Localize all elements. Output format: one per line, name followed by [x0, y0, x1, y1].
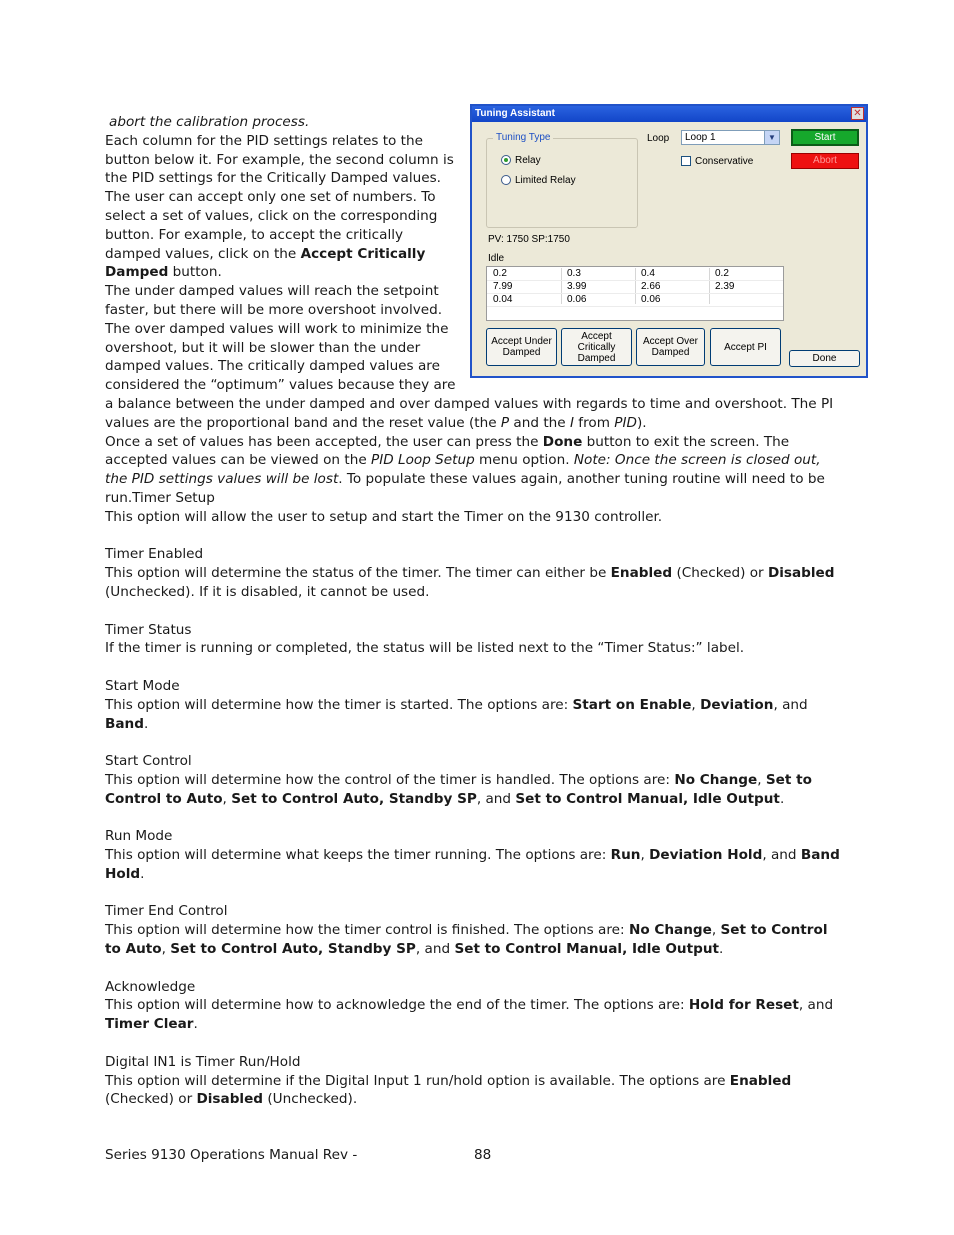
page-number: 88 — [474, 1147, 492, 1163]
text: , and — [415, 941, 455, 958]
bold-text: Set to Control to Auto — [105, 771, 812, 807]
heading-run-mode: Run Mode — [105, 828, 173, 845]
bold-text: Enabled — [610, 565, 673, 582]
text: Each column for the PID settings relates to the button below it. For example, the second column is the PID settings for the Critically Damped values. The user can accept only one set of numbers. To select a set of values, click on the corresponding button. For example, to accept the critically damped values, click on the — [105, 132, 454, 262]
paragraph-start-mode — [105, 696, 845, 734]
chevron-down-icon[interactable]: ▼ — [764, 131, 779, 144]
done-button[interactable]: Done — [789, 350, 860, 367]
bold-text: Set to Control Manual, Idle Output — [454, 941, 719, 958]
paragraph-run-mode — [105, 846, 845, 884]
start-button[interactable]: Start — [791, 129, 859, 146]
text: , — [757, 771, 766, 788]
dialog-titlebar: Tuning Assistant — [472, 106, 866, 122]
paragraph-start-control — [105, 771, 845, 809]
text: (Checked) or — [672, 565, 768, 582]
footer-manual-title: Series 9130 Operations Manual Rev - — [105, 1147, 358, 1163]
bold-text: Start on Enable — [572, 696, 692, 713]
text: , — [640, 847, 650, 864]
radio-limited-relay[interactable] — [501, 175, 576, 187]
heading-timer-enabled: Timer Enabled — [105, 546, 204, 563]
tuning-type-group — [486, 132, 638, 228]
text: . — [140, 865, 145, 882]
italic-text: Note: Once the screen is closed out, the PID settings values will be lost — [105, 452, 821, 488]
heading-timer-end-control: Timer End Control — [105, 903, 228, 920]
bold-text: Done — [542, 433, 583, 450]
conservative-label: Conservative — [695, 156, 754, 167]
text: (Checked) or — [105, 1091, 197, 1108]
text: . — [779, 790, 785, 807]
intro-line: abort the calibration process. — [109, 114, 310, 130]
text: ). — [636, 414, 647, 431]
bold-text: Hold for Reset — [688, 997, 799, 1014]
loop-select[interactable] — [681, 130, 780, 145]
value-cell: 0.06 — [561, 294, 635, 307]
text: button. — [168, 264, 222, 281]
paragraph-timer-end-control — [105, 921, 845, 959]
bold-text: Set to Control to Auto — [105, 922, 828, 958]
radio-unselected-icon — [501, 175, 511, 185]
value-cell: 2.39 — [709, 281, 783, 294]
italic-text: P — [500, 414, 510, 431]
pid-values-grid — [486, 266, 784, 321]
accept-over-damped-button[interactable]: Accept Over Damped — [636, 328, 705, 366]
close-button[interactable]: ✕ — [851, 107, 864, 120]
heading-start-control: Start Control — [105, 753, 192, 770]
paragraph-accepted — [105, 433, 845, 508]
value-cell: 0.2 — [487, 268, 561, 281]
document-body — [105, 108, 862, 1109]
bold-text: Band Hold — [105, 847, 840, 882]
bold-text: No Change — [628, 922, 712, 939]
bold-text: Timer Clear — [105, 1016, 194, 1033]
text: , and — [476, 790, 516, 807]
value-cell — [709, 294, 783, 307]
conservative-checkbox[interactable] — [681, 156, 753, 168]
bold-text: Accept Critically Damped — [105, 245, 426, 281]
italic-text: I — [569, 414, 574, 431]
text: Once a set of values has been accepted, the user can press the — [105, 433, 543, 450]
text: This option will determine how the control of the timer is handled. The options are: — [105, 771, 675, 788]
text: , — [711, 922, 721, 939]
radio-limited-label: Limited Relay — [515, 175, 576, 186]
text: This option will determine what keeps the timer running. The options are: — [105, 847, 611, 864]
paragraph-acknowledge — [105, 996, 845, 1034]
text: , — [161, 941, 171, 958]
heading-digital-in1: Digital IN1 is Timer Run/Hold — [105, 1053, 301, 1070]
bold-text: Enabled — [729, 1072, 792, 1089]
value-cell: 0.06 — [635, 294, 709, 307]
bold-text: Set to Control Manual, Idle Output — [515, 790, 780, 807]
text: This option will determine how to acknowledge the end of the timer. The options are: — [105, 997, 689, 1014]
tuning-type-label: Tuning Type — [493, 132, 553, 144]
bold-text: Disabled — [196, 1091, 264, 1108]
heading-acknowledge: Acknowledge — [105, 978, 196, 995]
text: . — [143, 715, 149, 732]
paragraph-timer-status: If the timer is running or completed, the status will be listed next to the “Timer Status:” label. — [105, 640, 745, 657]
accept-pi-button[interactable]: Accept PI — [710, 328, 781, 366]
text: This option will determine how the timer is started. The options are: — [105, 696, 573, 713]
values-column-pi — [709, 268, 783, 304]
text: , — [691, 696, 701, 713]
text: This option will determine if the Digital Input 1 run/hold option is available. The options are — [105, 1072, 730, 1089]
paragraph-digital-in1 — [105, 1072, 845, 1110]
radio-selected-icon — [501, 155, 511, 165]
value-cell: 0.04 — [487, 294, 561, 307]
dialog-container — [470, 104, 870, 372]
values-column-under — [487, 268, 562, 304]
text: The under damped values will reach the setpoint faster, but there will be more overshoot involved. The over damped values will work to minimize the overshoot, but it will be slower than the under damped values. The critically damped values are considered the “optimum” values because they are a balance between the under damped and over damped values with regards to time and overshoot. The PI values are the proportional band and the reset value (the — [105, 283, 834, 431]
paragraph-timer-intro: This option will allow the user to setup and start the Timer on the 9130 controller. — [105, 508, 663, 525]
text: , and — [762, 847, 801, 864]
bold-text: Deviation — [700, 696, 774, 713]
bold-text: Set to Control Auto, Standby SP — [231, 790, 477, 807]
pv-sp-readout: PV: 1750 SP:1750 — [488, 234, 570, 245]
accept-under-damped-button[interactable]: Accept Under Damped — [486, 328, 557, 366]
value-cell: 0.4 — [635, 268, 709, 281]
radio-relay[interactable] — [501, 155, 541, 167]
accept-critically-damped-button[interactable]: Accept Critically Damped — [561, 328, 632, 366]
value-cell: 7.99 — [487, 281, 561, 294]
bold-text: Run — [610, 847, 641, 864]
text: , — [222, 790, 232, 807]
value-cell: 0.2 — [709, 268, 783, 281]
heading-start-mode: Start Mode — [105, 677, 180, 694]
tuning-assistant-dialog — [470, 104, 868, 378]
bold-text: No Change — [674, 771, 758, 788]
bold-text: Band — [105, 715, 144, 732]
bold-text: Deviation Hold — [649, 847, 763, 864]
text: . — [719, 941, 724, 958]
text: from — [573, 414, 615, 431]
text: , and — [773, 696, 808, 713]
text: (Unchecked). If it is disabled, it cannot be used. — [105, 583, 430, 600]
loop-select-value: Loop 1 — [685, 132, 716, 143]
values-column-critical — [561, 268, 636, 304]
status-text: Idle — [488, 253, 505, 264]
italic-text: PID Loop Setup — [371, 452, 475, 469]
text: menu option. — [474, 452, 574, 469]
radio-relay-label: Relay — [515, 155, 541, 166]
text: . — [193, 1016, 198, 1033]
text: . To populate these values again, another tuning routine will need to be run.Timer Setup — [105, 471, 825, 506]
text: , and — [798, 997, 834, 1014]
text: (Unchecked). — [263, 1091, 358, 1108]
value-cell: 3.99 — [561, 281, 635, 294]
text: button to exit the screen. The accepted values can be viewed on the — [105, 433, 790, 469]
heading-timer-status: Timer Status — [105, 621, 192, 638]
paragraph-timer-enabled — [105, 564, 845, 602]
value-cell: 0.3 — [561, 268, 635, 281]
checkbox-icon — [681, 156, 691, 166]
bold-text: Disabled — [767, 565, 835, 582]
loop-label: Loop — [647, 133, 670, 144]
text: This option will determine the status of the timer. The timer can either be — [105, 565, 611, 582]
value-cell: 2.66 — [635, 281, 709, 294]
abort-button[interactable]: Abort — [791, 153, 859, 169]
italic-text: PID — [614, 414, 637, 431]
text: and the — [509, 414, 570, 431]
bold-text: Set to Control Auto, Standby SP — [170, 941, 416, 958]
text: This option will determine how the timer control is finished. The options are: — [105, 922, 629, 939]
values-column-over — [635, 268, 710, 304]
